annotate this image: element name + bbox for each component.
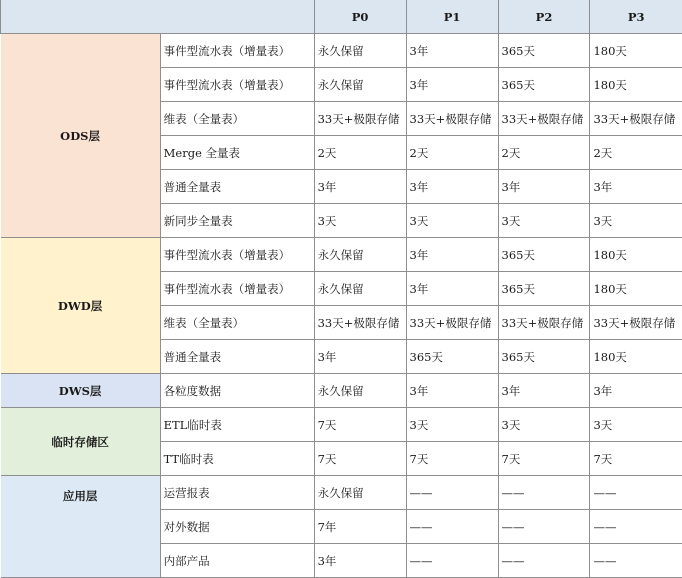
p2-cell: 365天 (498, 340, 590, 374)
p2-cell: —— (498, 476, 590, 510)
p0-cell: 永久保留 (314, 34, 406, 68)
p3-cell: 180天 (590, 34, 682, 68)
p1-cell: 2天 (406, 136, 498, 170)
table-type-cell: 事件型流水表（增量表） (160, 34, 314, 68)
table-type-cell: 维表（全量表） (160, 102, 314, 136)
p0-cell: 33天+极限存储 (314, 306, 406, 340)
p1-cell: —— (406, 476, 498, 510)
p1-cell: 3年 (406, 374, 498, 408)
header-p2: P2 (498, 0, 590, 34)
p1-cell: 3天 (406, 204, 498, 238)
p2-cell: 2天 (498, 136, 590, 170)
p3-cell: 180天 (590, 238, 682, 272)
table-type-cell: 事件型流水表（增量表） (160, 68, 314, 102)
p1-cell: 3天 (406, 408, 498, 442)
p1-cell: 3年 (406, 170, 498, 204)
table-row (1, 374, 682, 408)
p3-cell: 3年 (590, 374, 682, 408)
p1-cell: 7天 (406, 442, 498, 476)
table-type-cell: 内部产品 (160, 544, 314, 578)
table-type-cell: 事件型流水表（增量表） (160, 238, 314, 272)
table-type-cell: 事件型流水表（增量表） (160, 272, 314, 306)
table-type-cell: 新同步全量表 (160, 204, 314, 238)
p0-cell: 7天 (314, 442, 406, 476)
p1-cell: —— (406, 544, 498, 578)
p2-cell: 33天+极限存储 (498, 306, 590, 340)
table-type-cell: ETL临时表 (160, 408, 314, 442)
p3-cell: —— (590, 476, 682, 510)
p0-cell: 永久保留 (314, 272, 406, 306)
p1-cell: 365天 (406, 340, 498, 374)
p0-cell: 永久保留 (314, 374, 406, 408)
layer-label-cell: 临时存储区 (1, 408, 161, 476)
p2-cell: 365天 (498, 68, 590, 102)
p2-cell: 365天 (498, 238, 590, 272)
p2-cell: 365天 (498, 272, 590, 306)
p3-cell: 3天 (590, 408, 682, 442)
p1-cell: —— (406, 510, 498, 544)
p0-cell: 33天+极限存储 (314, 102, 406, 136)
layer-label-cell: ODS层 (1, 34, 161, 238)
header-p0: P0 (314, 0, 406, 34)
p1-cell: 33天+极限存储 (406, 102, 498, 136)
p2-cell: 3年 (498, 170, 590, 204)
header-p3: P3 (590, 0, 682, 34)
p1-cell: 3年 (406, 238, 498, 272)
p0-cell: 永久保留 (314, 238, 406, 272)
table-row (1, 408, 682, 442)
p0-cell: 3天 (314, 204, 406, 238)
table-type-cell: 普通全量表 (160, 170, 314, 204)
table-type-cell: 维表（全量表） (160, 306, 314, 340)
p0-cell: 2天 (314, 136, 406, 170)
table-row (1, 238, 682, 272)
p3-cell: 33天+极限存储 (590, 306, 682, 340)
p3-cell: 180天 (590, 340, 682, 374)
p0-cell: 永久保留 (314, 476, 406, 510)
p2-cell: 365天 (498, 34, 590, 68)
p2-cell: 3年 (498, 374, 590, 408)
p0-cell: 3年 (314, 340, 406, 374)
p3-cell: —— (590, 510, 682, 544)
header-row (1, 0, 682, 34)
table-row (1, 476, 682, 510)
p1-cell: 33天+极限存储 (406, 306, 498, 340)
p1-cell: 3年 (406, 68, 498, 102)
p0-cell: 7年 (314, 510, 406, 544)
table-type-cell: TT临时表 (160, 442, 314, 476)
p3-cell: —— (590, 544, 682, 578)
table-body (1, 34, 682, 578)
p2-cell: 7天 (498, 442, 590, 476)
p1-cell: 3年 (406, 34, 498, 68)
p0-cell: 3年 (314, 170, 406, 204)
table-type-cell: 普通全量表 (160, 340, 314, 374)
layer-label-cell: DWD层 (1, 238, 161, 374)
table-type-cell: 对外数据 (160, 510, 314, 544)
table-row (1, 34, 682, 68)
p2-cell: —— (498, 510, 590, 544)
layer-label-cell: 应用层 (1, 476, 161, 578)
p3-cell: 3年 (590, 170, 682, 204)
p3-cell: 7天 (590, 442, 682, 476)
header-corner-cell (1, 0, 315, 34)
p3-cell: 2天 (590, 136, 682, 170)
p0-cell: 3年 (314, 544, 406, 578)
p0-cell: 永久保留 (314, 68, 406, 102)
p2-cell: 3天 (498, 408, 590, 442)
p2-cell: —— (498, 544, 590, 578)
p2-cell: 33天+极限存储 (498, 102, 590, 136)
table-type-cell: Merge 全量表 (160, 136, 314, 170)
table-type-cell: 各粒度数据 (160, 374, 314, 408)
p3-cell: 180天 (590, 272, 682, 306)
p0-cell: 7天 (314, 408, 406, 442)
p3-cell: 3天 (590, 204, 682, 238)
p3-cell: 33天+极限存储 (590, 102, 682, 136)
p3-cell: 180天 (590, 68, 682, 102)
p1-cell: 3年 (406, 272, 498, 306)
layer-label-cell: DWS层 (1, 374, 161, 408)
p2-cell: 3天 (498, 204, 590, 238)
table-type-cell: 运营报表 (160, 476, 314, 510)
header-p1: P1 (406, 0, 498, 34)
